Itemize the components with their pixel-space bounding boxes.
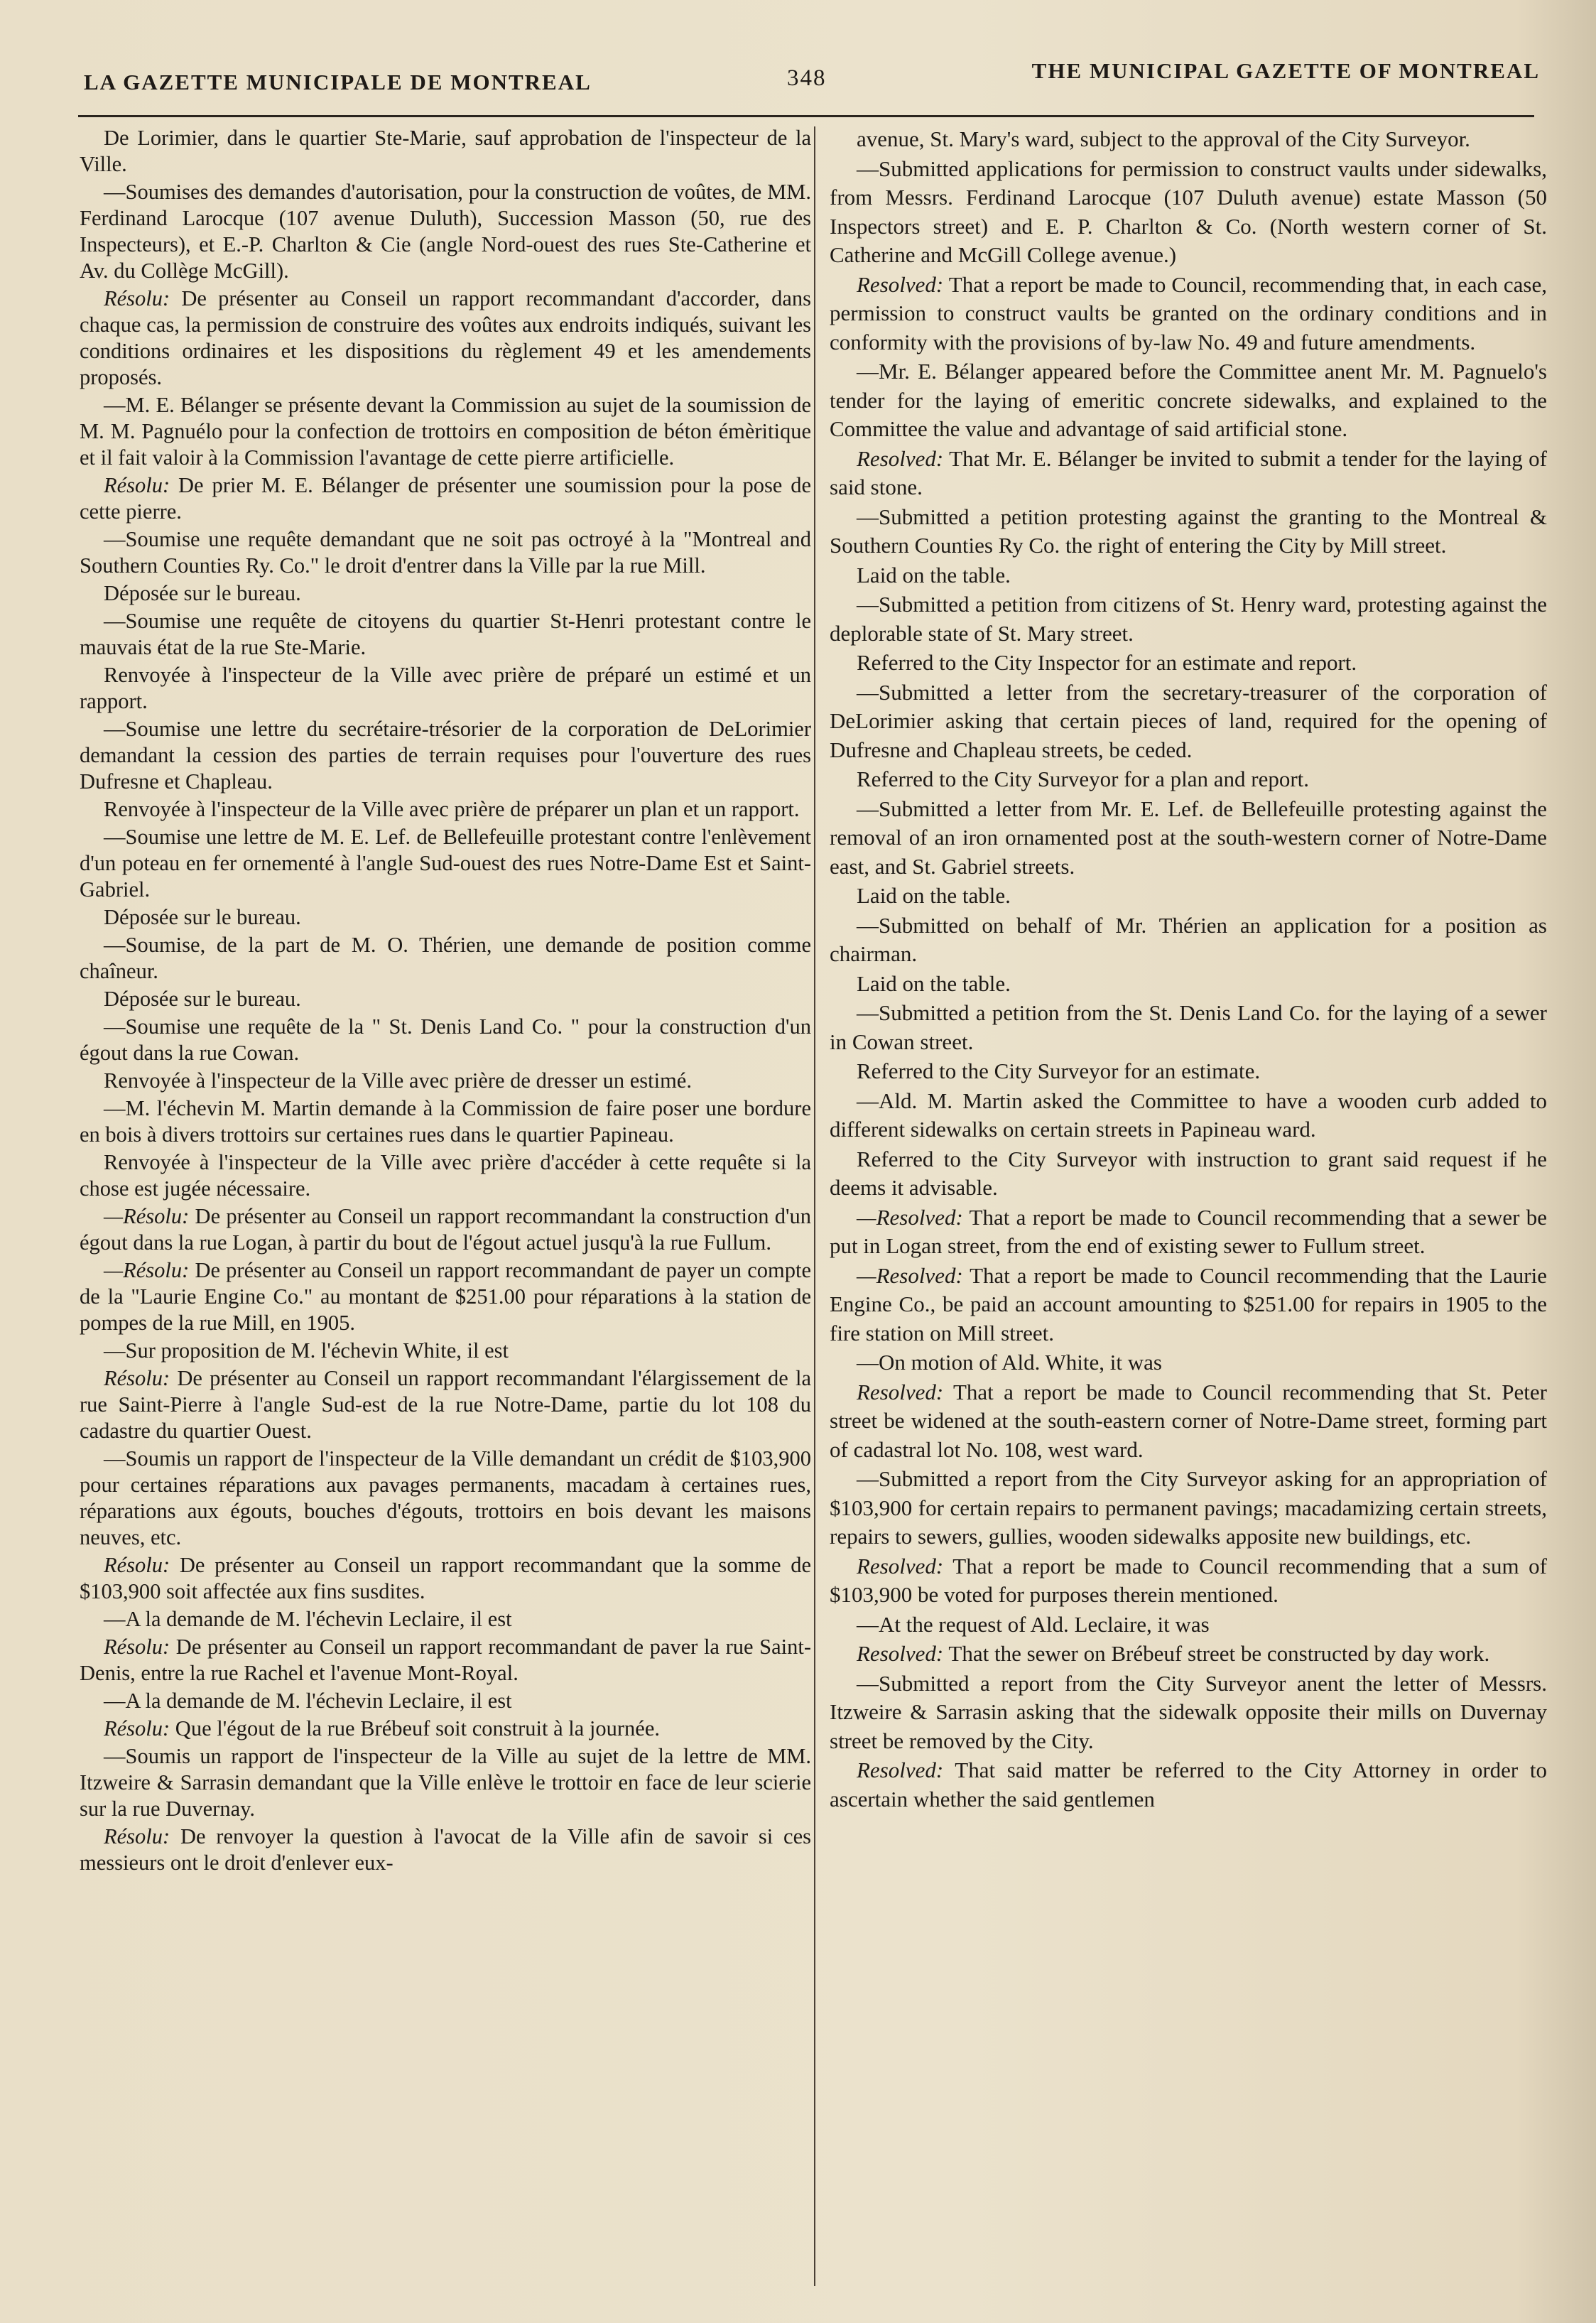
french-paragraph [80,662,811,715]
english-paragraph [830,1640,1547,1669]
french-paragraph [80,1365,811,1444]
resolution-lead: Resolved: [857,445,944,471]
page-header [84,55,1540,105]
resolution-lead: Resolved: [857,1641,944,1666]
french-paragraph [80,526,811,579]
english-paragraph [830,1203,1547,1261]
french-paragraph [80,1634,811,1686]
resolution-lead: —Resolved: [857,1204,963,1230]
paragraph-text: Laid on the table. [857,562,1011,587]
french-paragraph [80,824,811,903]
paragraph-text: That the sewer on Brébeuf street be constructed by day work. [943,1641,1490,1666]
paragraph-text: De prier M. E. Bélanger de présenter une soumission pour la pose de cette pierre. [80,473,811,524]
paragraph-text: —Submitted a letter from Mr. E. Lef. de Bellefeuille protesting against the removal of an iron ornamented post at the south-western corner of Notre-Dame east, and St. Gabriel streets. [830,796,1547,879]
paragraph-text: —On motion of Ald. White, it was [857,1350,1162,1375]
french-paragraph [80,125,811,178]
paragraph-text: Déposée sur le bureau. [104,581,301,605]
paragraph-text: Renvoyée à l'inspecteur de la Ville avec prière de préparer un plan et un rapport. [104,797,800,821]
french-paragraph [80,1203,811,1256]
english-paragraph [830,1378,1547,1465]
header-english-title: THE MUNICIPAL GAZETTE OF MONTREAL [1031,58,1540,83]
paragraph-text: —Submitted on behalf of Mr. Thérien an application for a position as chairman. [830,912,1547,966]
page-number: 348 [787,65,827,91]
french-paragraph [80,1743,811,1822]
paragraph-text: —Submitted a letter from the secretary-treasurer of the corporation of DeLorimier asking that certain pieces of land, required for the opening of Dufresne and Chapleau streets, be ceded. [830,679,1547,762]
english-paragraph [830,911,1547,969]
paragraph-text: De présenter au Conseil un rapport recommandant la construction d'un égout dans la rue Logan, à partir du bout de l'égout actuel jusqu'à la rue Fullum. [80,1204,811,1255]
french-paragraph [80,1688,811,1714]
french-column [80,125,811,2285]
paragraph-text: avenue, St. Mary's ward, subject to the approval of the City Surveyor. [857,126,1470,151]
paragraph-text: That a report be made to Council recommending that a sum of $103,900 be voted for purposes therein mentioned. [830,1553,1547,1607]
english-paragraph [830,1669,1547,1756]
paragraph-text: —Soumises des demandes d'autorisation, pour la construction de voûtes, de MM. Ferdinand Larocque (107 avenue Duluth), Succession Masson (50, rue des Inspecteurs), et E.-P. Charlton & Cie (angle Nord-ouest des rues Ste-Catherine et Av. du Collège McGill). [80,180,811,283]
resolution-lead: Résolu: [104,1553,170,1577]
paragraph-text: That a report be made to Council recommending that a sewer be put in Logan street, from the end of existing sewer to Fullum street. [830,1204,1547,1258]
english-paragraph [830,1087,1547,1144]
french-paragraph [80,932,811,985]
paragraph-text: De présenter au Conseil un rapport recommandant de paver la rue Saint-Denis, entre la rue Rachel et l'avenue Mont-Royal. [80,1635,811,1685]
english-paragraph [830,970,1547,999]
french-paragraph [80,716,811,795]
english-paragraph [830,271,1547,357]
french-paragraph [80,608,811,661]
english-paragraph [830,1465,1547,1552]
french-paragraph [80,904,811,931]
paragraph-text: De présenter au Conseil un rapport recommandant de payer un compte de la "Laurie Engine Co." au montant de $251.00 pour réparations à la station de pompes de la rue Mill, en 1905. [80,1258,811,1335]
french-paragraph [80,1338,811,1364]
english-paragraph [830,357,1547,444]
paragraph-text: That Mr. E. Bélanger be invited to submit a tender for the laying of said stone. [830,445,1547,499]
english-paragraph [830,503,1547,561]
english-paragraph [830,1262,1547,1348]
paragraph-text: De renvoyer la question à l'avocat de la Ville afin de savoir si ces messieurs ont le droit d'enlever eux- [80,1824,811,1875]
paragraph-text: —Submitted a report from the City Surveyor asking for an appropriation of $103,900 for certain repairs to permanent pavings; macadamizing certain streets, repairs to sewers, gullies, wooden sidewalks apposite new buildings, etc. [830,1466,1547,1549]
paragraph-text: —A la demande de M. l'échevin Leclaire, il est [104,1607,512,1631]
english-paragraph [830,882,1547,911]
paragraph-text: Referred to the City Inspector for an estimate and report. [857,650,1357,675]
french-paragraph [80,1716,811,1742]
resolution-lead: —Résolu: [104,1258,190,1282]
english-paragraph [830,1756,1547,1814]
paragraph-text: —Soumise une lettre de M. E. Lef. de Bellefeuille protestant contre l'enlèvement d'un poteau en fer ornementé à l'angle Sud-ouest des rues Notre-Dame Est et Saint-Gabriel. [80,825,811,901]
english-paragraph [830,765,1547,794]
french-paragraph [80,472,811,525]
french-paragraph [80,179,811,284]
paragraph-text: Déposée sur le bureau. [104,905,301,929]
resolution-lead: Resolved: [857,271,944,297]
paragraph-text: De Lorimier, dans le quartier Ste-Marie, sauf approbation de l'inspecteur de la Ville. [80,126,811,176]
english-paragraph [830,999,1547,1056]
paragraph-text: —Submitted a petition from the St. Denis Land Co. for the laying of a sewer in Cowan street. [830,1000,1547,1054]
english-paragraph [830,561,1547,590]
english-paragraph [830,155,1547,270]
paragraph-text: Referred to the City Surveyor with instruction to grant said request if he deems it advisable. [830,1146,1547,1200]
paragraph-text: Renvoyée à l'inspecteur de la Ville avec prière de dresser un estimé. [104,1068,692,1093]
french-paragraph [80,1606,811,1632]
english-paragraph [830,1552,1547,1610]
paragraph-text: —M. E. Bélanger se présente devant la Commission au sujet de la soumission de M. M. Pagnuélo pour la confection de trottoirs en composition de béton émèritique et il fait valoir à la Commission l'avantage de cette pierre artificielle. [80,393,811,470]
paragraph-text: De présenter au Conseil un rapport recommandant d'accorder, dans chaque cas, la permission de construire des voûtes aux endroits indiqués, suivant les conditions ordinaires et les dispositions du règlement 49 et les amendements proposés. [80,286,811,389]
french-paragraph [80,1257,811,1336]
resolution-lead: Résolu: [104,1716,170,1740]
paragraph-text: De présenter au Conseil un rapport recommandant que la somme de $103,900 soit affectée aux fins susdites. [80,1553,811,1603]
english-paragraph [830,649,1547,678]
resolution-lead: —Resolved: [857,1262,963,1288]
english-paragraph [830,445,1547,502]
resolution-lead: Résolu: [104,1635,170,1659]
paragraph-text: —Soumise une lettre du secrétaire-trésorier de la corporation de DeLorimier demandant la cession des parties de terrain requises pour l'ouverture des rues Dufresne et Chapleau. [80,717,811,794]
paragraph-text: —Submitted a petition protesting against the granting to the Montreal & Southern Counties Ry Co. the right of entering the City by Mill street. [830,504,1547,558]
english-paragraph [830,1610,1547,1640]
paragraph-text: —M. l'échevin M. Martin demande à la Commission de faire poser une bordure en bois à divers trottoirs sur certaines rues dans le quartier Papineau. [80,1096,811,1147]
paragraph-text: —Submitted applications for permission to construct vaults under sidewalks, from Messrs. Ferdinand Larocque (107 Duluth avenue) estate Masson (50 Inspectors street) and E. P. Charlton & Co. (North western corner of St. Catherine and McGill College avenue.) [830,156,1547,267]
paragraph-text: —Ald. M. Martin asked the Committee to have a wooden curb added to different sidewalks on certain streets in Papineau ward. [830,1088,1547,1142]
french-paragraph [80,392,811,471]
french-paragraph [80,580,811,607]
english-paragraph [830,795,1547,882]
paragraph-text: —Soumise une requête de citoyens du quartier St-Henri protestant contre le mauvais état de la rue Ste-Marie. [80,609,811,659]
french-paragraph [80,796,811,823]
paragraph-text: —At the request of Ald. Leclaire, it was [857,1611,1210,1637]
paragraph-text: —Soumise une requête demandant que ne soit pas octroyé à la "Montreal and Southern Counties Ry. Co." le droit d'entrer dans la Ville par la rue Mill. [80,527,811,578]
resolution-lead: Resolved: [857,1553,944,1579]
french-paragraph [80,1068,811,1094]
resolution-lead: —Résolu: [104,1204,190,1228]
french-paragraph [80,1824,811,1876]
paragraph-text: Renvoyée à l'inspecteur de la Ville avec prière de préparé un estimé et un rapport. [80,663,811,713]
resolution-lead: Résolu: [104,473,170,497]
english-paragraph [830,125,1547,154]
paragraph-text: That a report be made to Council recommending that St. Peter street be widened at the south-eastern corner of Notre-Dame street, forming part of cadastral lot No. 108, west ward. [830,1379,1547,1462]
english-column [830,125,1547,2285]
paragraph-text: Referred to the City Surveyor for an estimate. [857,1058,1261,1083]
paragraph-text: Referred to the City Surveyor for a plan and report. [857,767,1310,791]
french-paragraph [80,1095,811,1148]
resolution-lead: Résolu: [104,1366,170,1390]
french-paragraph [80,1446,811,1551]
resolution-lead: Resolved: [857,1379,944,1404]
paragraph-text: Que l'égout de la rue Brébeuf soit construit à la journée. [170,1716,660,1740]
paragraph-text: —A la demande de M. l'échevin Leclaire, il est [104,1689,512,1713]
paragraph-text: Laid on the table. [857,970,1011,996]
paragraph-text: —Soumis un rapport de l'inspecteur de la Ville demandant un crédit de $103,900 pour certaines réparations aux pavages permanents, macadam à certaines rues, réparations aux égouts, bouches d'égouts, trottoirs en bois devant les maisons neuves, etc. [80,1446,811,1549]
resolution-lead: Resolved: [857,1758,944,1782]
french-paragraph [80,1149,811,1202]
paragraph-text: Laid on the table. [857,883,1011,908]
paragraph-text: —Sur proposition de M. l'échevin White, il est [104,1338,509,1363]
english-paragraph [830,678,1547,765]
resolution-lead: Résolu: [104,1824,170,1848]
column-divider [814,126,815,2286]
paragraph-text: De présenter au Conseil un rapport recommandant l'élargissement de la rue Saint-Pierre à l'angle Sud-est de la rue Notre-Dame, partie du lot 108 du cadastre du quartier Ouest. [80,1366,811,1443]
french-paragraph [80,986,811,1012]
paragraph-text: —Submitted a report from the City Surveyor anent the letter of Messrs. Itzweire & Sarrasin asking that the sidewalk opposite their mills on Duvernay street be removed by the City. [830,1670,1547,1753]
french-paragraph [80,1014,811,1066]
paragraph-text: Renvoyée à l'inspecteur de la Ville avec prière d'accéder à cette requête si la chose est jugée nécessaire. [80,1150,811,1201]
paragraph-text: —Submitted a petition from citizens of St. Henry ward, protesting against the deplorable state of St. Mary street. [830,592,1547,646]
paragraph-text: —Soumise une requête de la " St. Denis Land Co. " pour la construction d'un égout dans la rue Cowan. [80,1014,811,1065]
header-french-title: LA GAZETTE MUNICIPALE DE MONTREAL [84,70,592,94]
paragraph-text: That a report be made to Council, recommending that, in each case, permission to construct vaults be granted on the ordinary conditions and in conformity with the provisions of by-law No. 49 and future amendments. [830,271,1547,354]
paragraph-text: —Soumise, de la part de M. O. Thérien, une demande de position comme chaîneur. [80,933,811,983]
paragraph-text: That a report be made to Council recommending that the Laurie Engine Co., be paid an account amounting to $251.00 for repairs in 1905 to the fire station on Mill street. [830,1262,1547,1345]
resolution-lead: Résolu: [104,286,170,310]
french-paragraph [80,1552,811,1605]
english-paragraph [830,590,1547,648]
paragraph-text: Déposée sur le bureau. [104,987,301,1011]
paragraph-text: That said matter be referred to the City Attorney in order to ascertain whether the said gentlemen [830,1758,1547,1812]
english-paragraph [830,1348,1547,1377]
header-rule [78,115,1534,117]
english-paragraph [830,1145,1547,1203]
paragraph-text: —Soumis un rapport de l'inspecteur de la Ville au sujet de la lettre de MM. Itzweire & Sarrasin demandant que la Ville enlève le trottoir en face de leur scierie sur la rue Duvernay. [80,1744,811,1821]
english-paragraph [830,1057,1547,1086]
paragraph-text: —Mr. E. Bélanger appeared before the Committee anent Mr. M. Pagnuelo's tender for the laying of emeritic concrete sidewalks, and explained to the Committee the value and advantage of said artificial stone. [830,359,1547,441]
french-paragraph [80,286,811,391]
